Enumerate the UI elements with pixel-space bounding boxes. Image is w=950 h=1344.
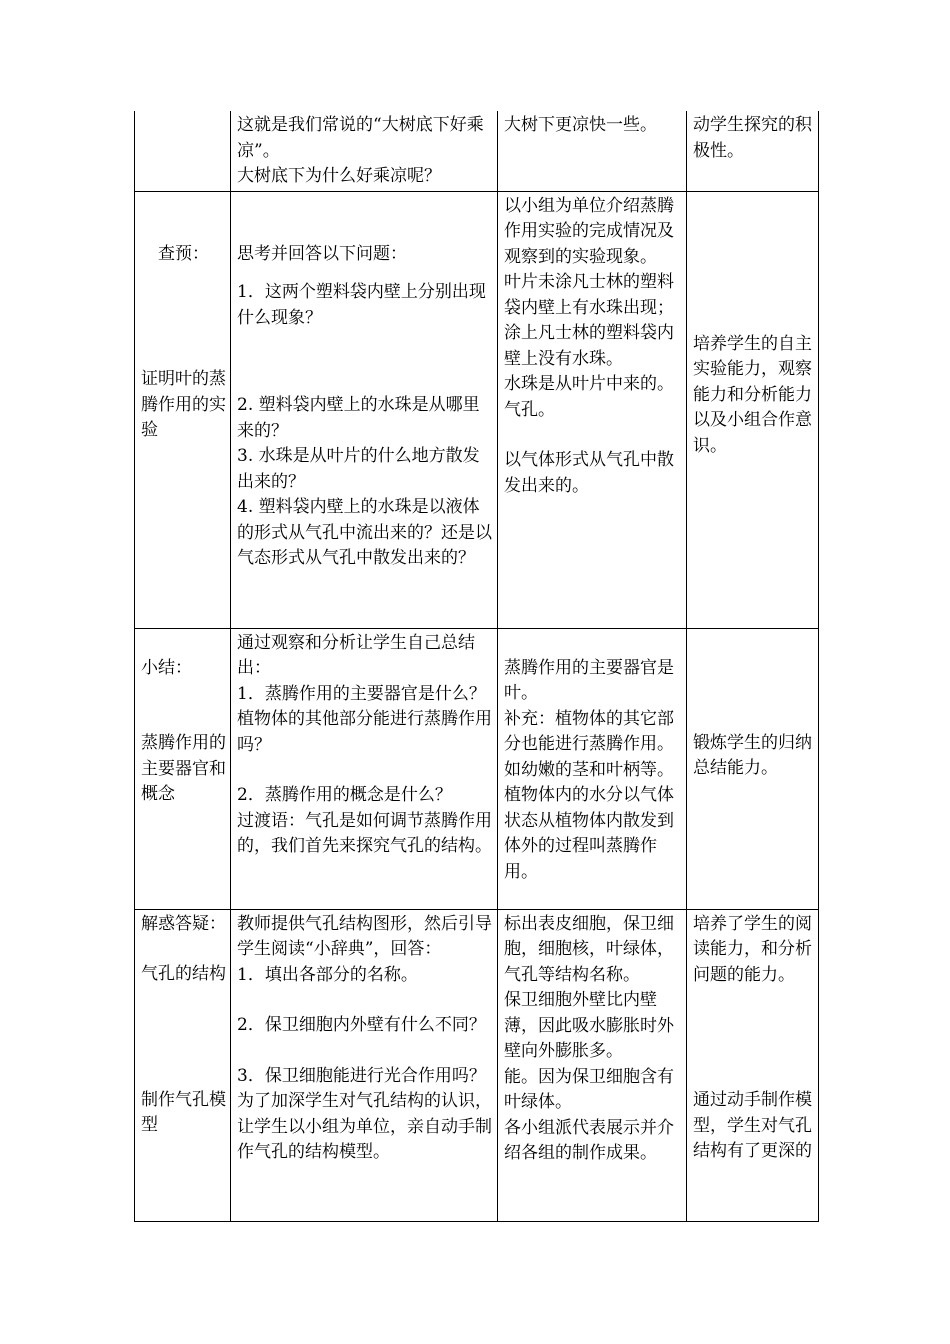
cell-text: 1．蒸腾作用的主要器官是什么？ — [237, 683, 486, 704]
cell-text: 过渡语：气孔是如何调节蒸腾作用的，我们首先来探究气孔的结构。 — [237, 810, 492, 856]
teacher-activity-cell — [231, 628, 498, 909]
cell-text: 4. 塑料袋内壁上的水珠是以液体的形式从气孔中流出来的？还是以气态形式从气孔中散发出来的？ — [237, 497, 492, 568]
cell-text: 气孔。 — [504, 399, 555, 420]
cell-text: 气孔的结构 — [141, 964, 226, 984]
cell-text: 叶片未涂凡士林的塑料袋内壁上有水珠出现；涂上凡士林的塑料袋内壁上没有水珠。 — [504, 272, 674, 369]
design-intent-cell — [687, 191, 819, 628]
student-activity-cell — [498, 191, 687, 628]
teacher-activity-cell — [231, 191, 498, 628]
cell-text: 蒸腾作用的主要器官和概念 — [141, 733, 226, 804]
cell-text: 为了加深学生对气孔结构的认识，让学生以小组为单位，亲自动手制作气孔的结构模型。 — [237, 1091, 492, 1162]
design-intent-cell — [687, 909, 819, 1221]
cell-text: 大树底下为什么好乘凉呢？ — [237, 166, 441, 186]
cell-text: 1．这两个塑料袋内壁上分别出现什么现象？ — [237, 282, 486, 328]
cell-text: 蒸腾作用的主要器官是叶。 — [504, 657, 674, 703]
cell-text: 能。因为保卫细胞含有叶绿体。 — [504, 1066, 674, 1112]
cell-text: 制作气孔模型 — [141, 1089, 226, 1135]
teacher-activity-cell — [231, 909, 498, 1221]
cell-text: 培养了学生的阅读能力，和分析问题的能力。 — [693, 913, 812, 985]
table-row — [135, 628, 819, 909]
design-intent-cell — [687, 628, 819, 909]
cell-text: 锻炼学生的归纳总结能力。 — [693, 732, 812, 778]
cell-text: 小结： — [141, 657, 192, 678]
cell-text: 查预： — [158, 243, 209, 264]
cell-text: 标出表皮细胞，保卫细胞，细胞核，叶绿体，气孔等结构名称。 — [504, 913, 674, 985]
cell-text: 教师提供气孔结构图形，然后引导学生阅读“小辞典”，回答： — [237, 913, 492, 959]
cell-text: 3. 水珠是从叶片的什么地方散发出来的？ — [237, 446, 480, 492]
table-row — [135, 111, 819, 191]
cell-text: 动学生探究的积极性。 — [693, 115, 812, 161]
cell-text: 2. 塑料袋内壁上的水珠是从哪里来的？ — [237, 395, 480, 441]
cell-text: 2．保卫细胞内外壁有什么不同？ — [237, 1015, 486, 1035]
cell-text: 水珠是从叶片中来的。 — [504, 374, 674, 394]
stage-cell — [135, 191, 231, 628]
cell-text: 保卫细胞外壁比内壁薄，因此吸水膨胀时外壁向外膨胀多。 — [504, 990, 674, 1061]
stage-cell — [135, 628, 231, 909]
student-activity-cell — [498, 909, 687, 1221]
stage-cell — [135, 111, 231, 191]
stage-cell — [135, 909, 231, 1221]
cell-text: 以小组为单位介绍蒸腾作用实验的完成情况及观察到的实验现象。 — [504, 195, 674, 267]
cell-text: 解惑答疑： — [141, 913, 226, 934]
cell-text: 植物体的其他部分能进行蒸腾作用吗？ — [237, 709, 492, 755]
design-intent-cell — [687, 111, 819, 191]
cell-text: 通过动手制作模型，学生对气孔结构有了更深的 — [693, 1090, 812, 1161]
cell-text: 2．蒸腾作用的概念是什么？ — [237, 785, 452, 805]
cell-text: 思考并回答以下问题： — [237, 243, 407, 264]
table-row — [135, 191, 819, 628]
student-activity-cell — [498, 111, 687, 191]
cell-text: 3．保卫细胞能进行光合作用吗？ — [237, 1065, 486, 1086]
lesson-plan-table — [134, 111, 819, 1222]
cell-text: 通过观察和分析让学生自己总结出： — [237, 632, 475, 678]
cell-text: 培养学生的自主实验能力，观察能力和分析能力以及小组合作意识。 — [693, 333, 812, 456]
cell-text: 大树下更凉快一些。 — [504, 115, 657, 135]
cell-text: 1．填出各部分的名称。 — [237, 964, 418, 985]
cell-text: 补充：植物体的其它部分也能进行蒸腾作用。如幼嫩的茎和叶柄等。 — [504, 708, 674, 780]
table-row — [135, 909, 819, 1221]
teacher-activity-cell — [231, 111, 498, 191]
cell-text: 植物体内的水分以气体状态从植物体内散发到体外的过程叫蒸腾作用。 — [504, 785, 674, 882]
student-activity-cell — [498, 628, 687, 909]
cell-text: 以气体形式从气孔中散发出来的。 — [504, 450, 674, 496]
cell-text: 各小组派代表展示并介绍各组的制作成果。 — [504, 1117, 674, 1163]
cell-text: 这就是我们常说的“大树底下好乘凉”。 — [237, 115, 484, 161]
cell-text: 证明叶的蒸腾作用的实验 — [141, 369, 226, 440]
